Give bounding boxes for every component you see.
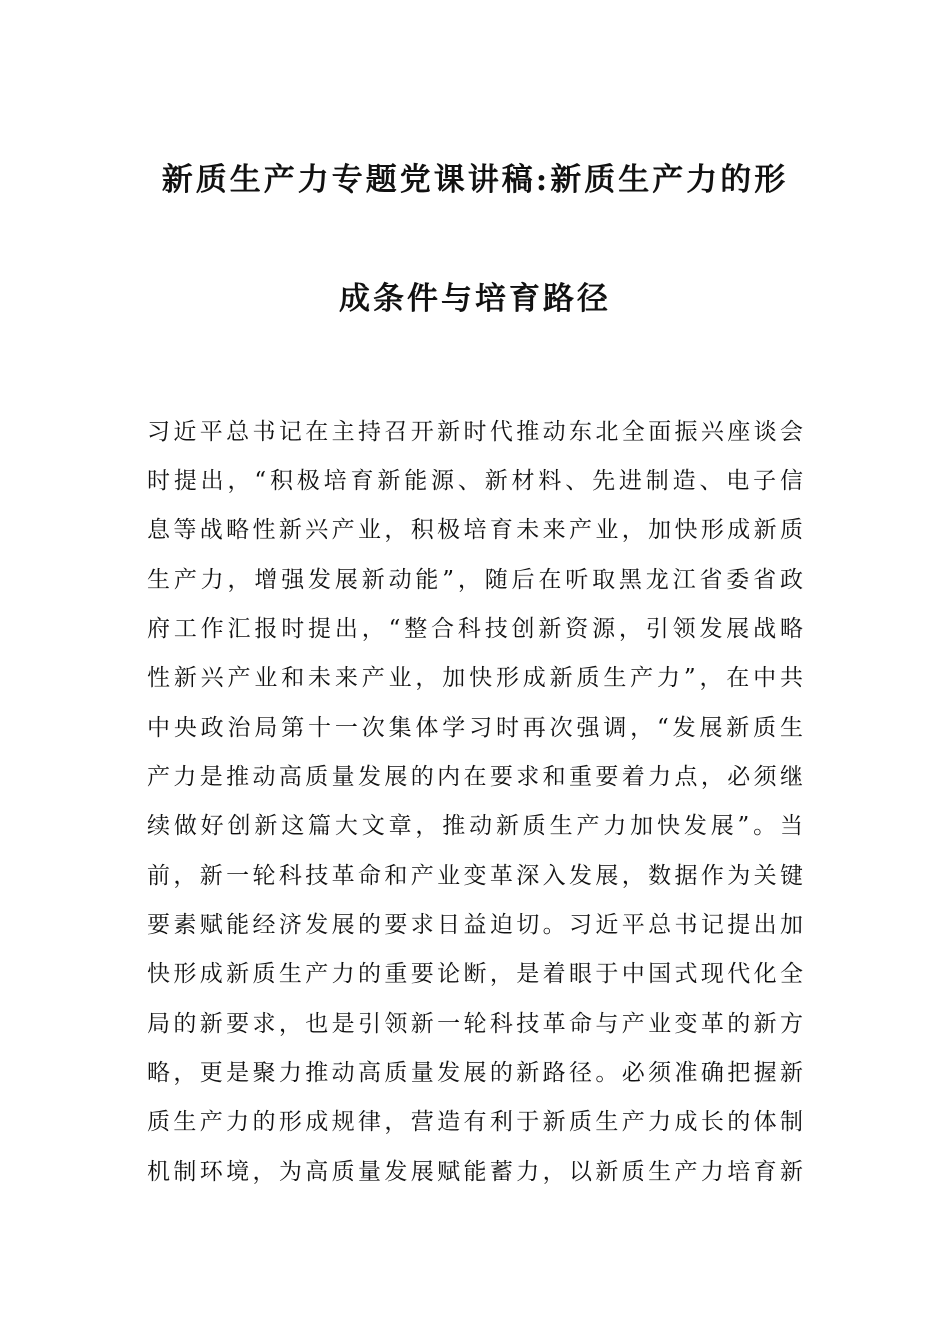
body-line-11: 要素赋能经济发展的要求日益迫切。习近平总书记提出加 (147, 912, 803, 938)
body-line-14: 略，更是聚力推动高质量发展的新路径。必须准确把握新 (147, 1060, 803, 1086)
body-line-2: 时提出，“积极培育新能源、新材料、先进制造、电子信 (147, 468, 803, 494)
body-line-6: 性新兴产业和未来产业，加快形成新质生产力”，在中共 (147, 665, 803, 691)
body-line-7: 中央政治局第十一次集体学习时再次强调，“发展新质生 (147, 715, 803, 741)
body-line-4: 生产力，增强发展新动能”，随后在听取黑龙江省委省政 (147, 567, 803, 593)
body-line-1: 习近平总书记在主持召开新时代推动东北全面振兴座谈会 (147, 419, 803, 445)
body-line-8: 产力是推动高质量发展的内在要求和重要着力点，必须继 (147, 764, 803, 790)
document-title-line-1: 新质生产力专题党课讲稿:新质生产力的形 (161, 162, 789, 198)
body-line-9: 续做好创新这篇大文章，推动新质生产力加快发展”。当 (147, 813, 803, 839)
body-line-15: 质生产力的形成规律，营造有利于新质生产力成长的体制 (147, 1109, 803, 1135)
document-title-line-2: 成条件与培育路径 (339, 281, 611, 317)
body-line-10: 前，新一轮科技革命和产业变革深入发展，数据作为关键 (147, 863, 803, 889)
body-line-13: 局的新要求，也是引领新一轮科技革命与产业变革的新方 (147, 1011, 803, 1037)
body-line-3: 息等战略性新兴产业，积极培育未来产业，加快形成新质 (147, 517, 803, 543)
body-line-16: 机制环境，为高质量发展赋能蓄力，以新质生产力培育新 (147, 1159, 803, 1185)
body-line-5: 府工作汇报时提出，“整合科技创新资源，引领发展战略 (147, 616, 803, 642)
body-line-12: 快形成新质生产力的重要论断，是着眼于中国式现代化全 (147, 961, 803, 987)
